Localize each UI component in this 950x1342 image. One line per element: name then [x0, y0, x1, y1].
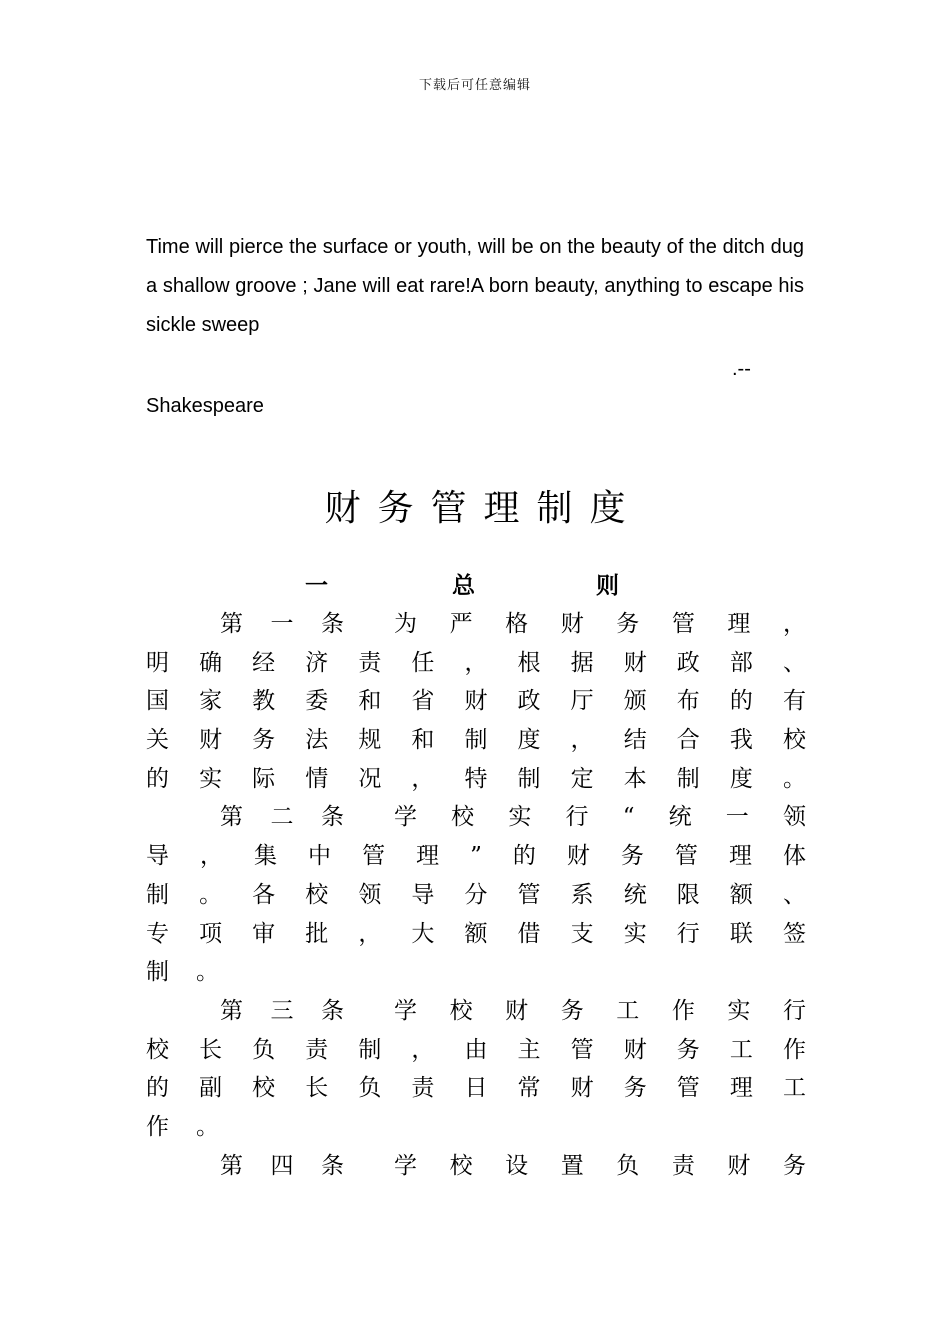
- article-line: 国 家 教 委 和 省 财 政 厅 颁 布 的 有: [146, 688, 806, 715]
- article-line-text: 学 校 实 行 “ 统 一 领: [394, 804, 806, 831]
- article-line: 导 ， 集 中 管 理 ” 的 财 务 管 理 体: [146, 843, 806, 870]
- article-line: 校 长 负 责 制 ， 由 主 管 财 务 工 作: [146, 1036, 806, 1063]
- article-line-text: 为 严 格 财 务 管 理 ，: [394, 611, 806, 637]
- article-first-line: [146, 798, 806, 837]
- article-line: 明 确 经 济 责 任 ， 根 据 财 政 部 、: [146, 649, 806, 676]
- section-word-1: 总: [452, 573, 475, 599]
- article-label: 第 四 条: [220, 1152, 344, 1179]
- article-label: 第 三 条: [220, 997, 344, 1024]
- quote-attribution-dash: .--: [732, 358, 751, 380]
- article-label: 第 一 条: [220, 611, 344, 637]
- page-header: 下载后可任意编辑: [418, 78, 531, 93]
- article-line-text: 学 校 设 置 负 责 财 务: [394, 1152, 806, 1179]
- section-word-2: 则: [596, 573, 619, 599]
- article-line: 制 。 各 校 领 导 分 管 系 统 限 额 、: [146, 881, 806, 908]
- section-heading: [0, 565, 950, 605]
- article-line: 制 。: [146, 959, 219, 986]
- article-first-line: [146, 605, 806, 644]
- article-line: 专 项 审 批 ， 大 额 借 支 实 行 联 签: [146, 920, 806, 947]
- article-line: 作 。: [146, 1113, 219, 1140]
- article-first-line: [146, 992, 806, 1031]
- document-title: 财务管理制度: [324, 488, 643, 529]
- article-first-line: [146, 1147, 806, 1186]
- quote-attribution-name: Shakespeare: [146, 395, 264, 417]
- article-line: 的 副 校 长 负 责 日 常 财 务 管 理 工: [146, 1075, 806, 1102]
- article-label: 第 二 条: [220, 804, 344, 831]
- quote-text: Time will pierce the surface or youth, will be on the beauty of the ditch dug a shallow groove ; Jane will eat rare!A born beauty, anything to escape his sickle sweep: [146, 236, 804, 336]
- document-body: [146, 605, 806, 1185]
- article-line: 的 实 际 情 况 ， 特 制 定 本 制 度 。: [146, 765, 806, 792]
- section-number: 一: [305, 573, 328, 599]
- article-line: 关 财 务 法 规 和 制 度 ， 结 合 我 校: [146, 727, 806, 754]
- article-line-text: 学 校 财 务 工 作 实 行: [394, 997, 806, 1024]
